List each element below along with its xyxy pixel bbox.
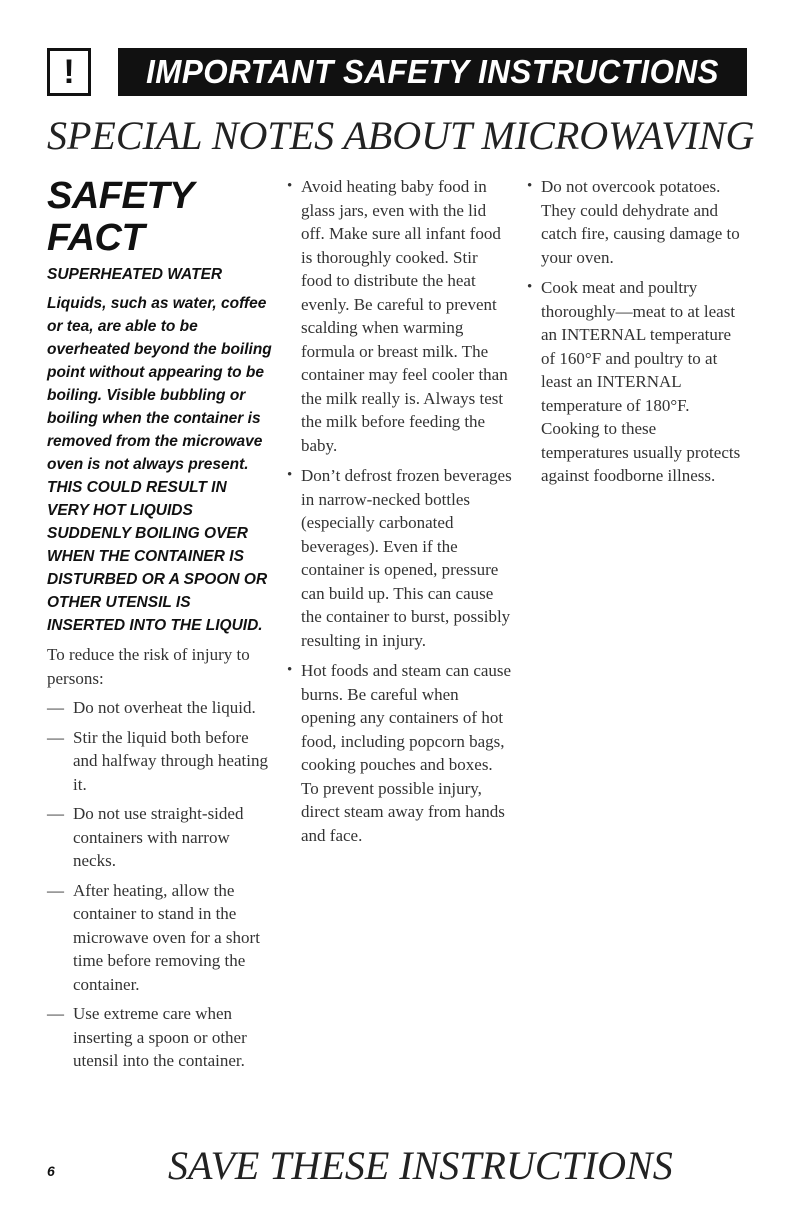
bullet-marker: • (287, 467, 293, 483)
header-banner (118, 48, 747, 96)
column-middle (287, 175, 512, 854)
bullet-marker: • (287, 662, 293, 678)
dash-marker: — (47, 1004, 64, 1023)
dash-marker: — (47, 727, 64, 747)
risk-intro: To reduce the risk of injury to persons: (47, 645, 250, 688)
tips-list (47, 696, 272, 1073)
footer-save-instructions: SAVE THESE INSTRUCTIONS (168, 1143, 673, 1188)
list-item: • Do not overcook potatoes. They could dehydrate and catch fire, causing damage to your oven. (527, 177, 740, 267)
list-item: — Do not overheat the liquid. (47, 696, 272, 720)
bullet-marker: • (527, 279, 533, 295)
superheated-warning (47, 292, 272, 637)
dash-marker: — (47, 880, 64, 900)
superheated-water-heading: SUPERHEATED WATER (47, 266, 223, 283)
page-number: 6 (47, 1163, 55, 1179)
dash-marker: — (47, 804, 64, 823)
page-subtitle: SPECIAL NOTES ABOUT MICROWAVING (47, 113, 755, 158)
warning-icon (47, 48, 91, 96)
list-item: • Cook meat and poultry thoroughly—meat to at least an INTERNAL temperature of 160°F and poultry to at least an INTERNAL temperature of 180°F. Cooking to these temperatures usually protects against foodborne illness. (527, 278, 741, 485)
bullet-list (527, 175, 747, 488)
bullet-list (287, 175, 512, 847)
warning-text: Liquids, such as water, coffee or tea, are able to be overheated beyond the boiling point without appearing to be boiling. Visible bubbling or boiling when the container is removed from the microwave oven is not always present. (47, 295, 272, 473)
dash-marker: — (47, 698, 64, 717)
exclamation-glyph: ! (63, 53, 75, 91)
list-item: • Hot foods and steam can cause burns. Be careful when opening any containers of hot food, including popcorn bags, cooking pouches and boxes. To prevent possible injury, direct steam away from hands and face. (287, 661, 512, 845)
bullet-marker: • (527, 178, 533, 194)
list-item: — After heating, allow the container to stand in the microwave oven for a short time before removing the container. (47, 880, 260, 994)
column-safety-fact (47, 175, 272, 1079)
list-item: — Use extreme care when inserting a spoon or other utensil into the container. (47, 1004, 247, 1070)
list-item: • Don’t defrost frozen beverages in narrow-necked bottles (especially carbonated beverages). Even if the container is opened, pressure can build up. This can cause the container to burst, possibly resulting in injury. (287, 466, 512, 650)
list-item: — Do not use straight-sided containers with narrow necks. (47, 804, 244, 870)
safety-fact-title: SAFETY FACT (47, 175, 194, 259)
list-item: — Stir the liquid both before and halfway through heating it. (47, 727, 268, 794)
bullet-marker: • (287, 178, 293, 194)
header-title: IMPORTANT SAFETY INSTRUCTIONS (146, 53, 719, 90)
warning-caps-text: THIS COULD RESULT IN VERY HOT LIQUIDS SUDDENLY BOILING OVER WHEN THE CONTAINER IS DISTURBED OR A SPOON OR OTHER UTENSIL IS INSERTED INTO THE LIQUID. (47, 479, 268, 634)
list-item: • Avoid heating baby food in glass jars, even with the lid off. Make sure all infant food is thoroughly cooked. Stir food to distribute the heat evenly. Be careful to prevent scalding when warming formula or breast milk. The container may feel cooler than the milk really is. Always test the milk before feeding the baby. (287, 177, 508, 455)
column-right (527, 175, 747, 495)
